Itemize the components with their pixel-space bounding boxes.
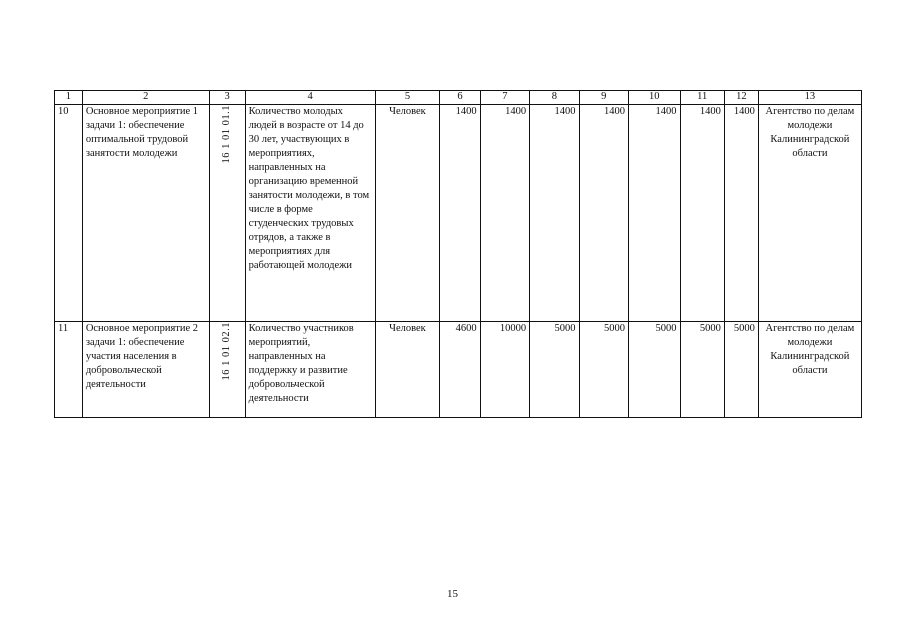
budget-code: 16 1 01 01.1 <box>221 105 233 164</box>
responsible-agency: Агентство по делам молодежи Калининградской области <box>758 105 861 322</box>
unit: Человек <box>375 322 440 418</box>
value-cell: 1400 <box>629 105 681 322</box>
column-header: 8 <box>530 91 579 105</box>
event-name: Основное мероприятие 2 задачи 1: обеспечение участия населения в добровольческой деятельности <box>82 322 209 418</box>
value-cell: 4600 <box>440 322 480 418</box>
value-cell: 5000 <box>629 322 681 418</box>
column-header: 6 <box>440 91 480 105</box>
table-row <box>55 105 862 322</box>
column-header: 13 <box>758 91 861 105</box>
value-cell: 1400 <box>440 105 480 322</box>
header-row <box>55 91 862 105</box>
column-header: 10 <box>629 91 681 105</box>
row-number: 11 <box>55 322 83 418</box>
column-header: 12 <box>724 91 758 105</box>
row-number: 10 <box>55 105 83 322</box>
value-cell: 5000 <box>530 322 579 418</box>
value-cell: 1400 <box>579 105 628 322</box>
column-header: 7 <box>480 91 529 105</box>
responsible-agency: Агентство по делам молодежи Калининградской области <box>758 322 861 418</box>
value-cell: 1400 <box>680 105 724 322</box>
indicator-name: Количество молодых людей в возрасте от 14 до 30 лет, участвующих в мероприятиях, направленных на организацию временной занятости молодежи, в том числе в форме студенческих трудовых отрядов, а также в мероприятиях для работающей молодежи <box>245 105 375 322</box>
value-cell: 1400 <box>530 105 579 322</box>
column-header: 1 <box>55 91 83 105</box>
value-cell: 1400 <box>480 105 529 322</box>
column-header: 2 <box>82 91 209 105</box>
budget-code-cell <box>209 322 245 418</box>
value-cell: 1400 <box>724 105 758 322</box>
budget-code: 16 1 01 02.1 <box>221 322 233 381</box>
indicators-table <box>54 90 862 418</box>
indicator-name: Количество участников мероприятий, направленных на поддержку и развитие добровольческой деятельности <box>245 322 375 418</box>
unit: Человек <box>375 105 440 322</box>
value-cell: 5000 <box>724 322 758 418</box>
event-name: Основное мероприятие 1 задачи 1: обеспечение оптимальной трудовой занятости молодежи <box>82 105 209 322</box>
column-header: 11 <box>680 91 724 105</box>
column-header: 5 <box>375 91 440 105</box>
column-header: 3 <box>209 91 245 105</box>
column-header: 4 <box>245 91 375 105</box>
budget-code-cell <box>209 105 245 322</box>
value-cell: 10000 <box>480 322 529 418</box>
value-cell: 5000 <box>680 322 724 418</box>
table-row <box>55 322 862 418</box>
page-number: 15 <box>447 588 458 600</box>
column-header: 9 <box>579 91 628 105</box>
value-cell: 5000 <box>579 322 628 418</box>
